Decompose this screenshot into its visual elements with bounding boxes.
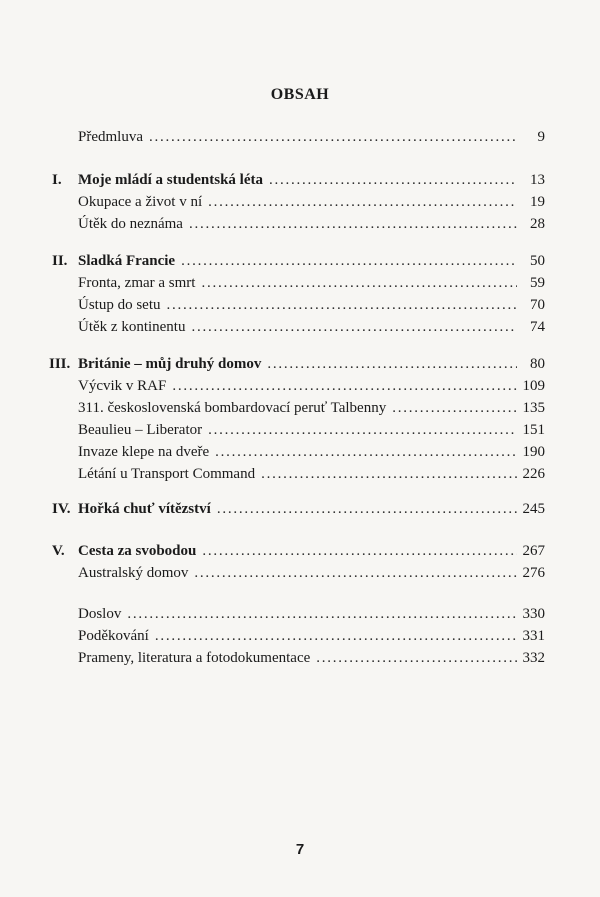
toc-chapter (52, 169, 545, 191)
toc-chapter (52, 250, 545, 272)
toc-entry-label: Británie – můj druhý domov (78, 356, 262, 372)
toc-entry-page: 19 (530, 194, 545, 210)
toc-entry-page: 74 (530, 319, 545, 335)
chapter-number: V. (52, 543, 65, 559)
toc-entry (78, 562, 545, 584)
toc-entry-label: Australský domov (78, 565, 189, 581)
toc-entry-label: Invaze klepe na dveře (78, 444, 210, 460)
toc-entry (78, 191, 545, 213)
toc-entry-label: Okupace a život v ní (78, 194, 203, 210)
toc-entry-label: Ústup do setu (78, 297, 161, 313)
toc-title: OBSAH (270, 86, 330, 103)
dot-leader (181, 250, 517, 272)
dot-leader (202, 540, 516, 562)
toc-entry (78, 126, 545, 148)
dot-leader (217, 498, 517, 520)
dot-leader (261, 463, 516, 485)
toc-entry-label: Útěk do neznáma (78, 216, 183, 232)
toc-entry-page: 28 (530, 216, 545, 232)
dot-leader (269, 169, 517, 191)
toc-entry-label: Beaulieu – Liberator (78, 422, 203, 438)
toc-chapter (52, 498, 545, 520)
toc-entry-page: 330 (522, 606, 545, 622)
toc-entry-label: Útěk z kontinentu (78, 319, 186, 335)
page-number: 7 (295, 841, 305, 858)
toc-entry-label: Cesta za svobodou (78, 543, 197, 559)
toc-entry (78, 419, 545, 441)
dot-leader (167, 294, 518, 316)
dot-leader (316, 647, 516, 669)
dot-leader (194, 562, 516, 584)
toc-entry-page: 332 (522, 650, 545, 666)
dot-leader (155, 625, 517, 647)
toc-entry-label: Prameny, literatura a fotodokumentace (78, 650, 311, 666)
dot-leader (392, 397, 516, 419)
toc-entry-page: 59 (530, 275, 545, 291)
toc-entry-page: 190 (522, 444, 545, 460)
dot-leader (208, 191, 517, 213)
toc-entry (78, 397, 545, 419)
toc-entry-label: Doslov (78, 606, 122, 622)
dot-leader (191, 316, 517, 338)
toc-entry-page: 245 (522, 501, 545, 517)
dot-leader (201, 272, 517, 294)
toc-entry-page: 331 (522, 628, 545, 644)
toc-entry (78, 603, 545, 625)
dot-leader (215, 441, 516, 463)
dot-leader (149, 126, 517, 148)
dot-leader (189, 213, 517, 235)
toc-entry-page: 151 (522, 422, 545, 438)
toc-entry (78, 625, 545, 647)
toc-entry (78, 463, 545, 485)
toc-entry-page: 109 (522, 378, 545, 394)
toc-entry-page: 135 (522, 400, 545, 416)
toc-entry-page: 13 (530, 172, 545, 188)
chapter-number: II. (52, 253, 68, 269)
toc-entry-page: 267 (522, 543, 545, 559)
toc-entry-label: Sladká Francie (78, 253, 176, 269)
toc-entry-label: 311. československá bombardovací peruť Talbenny (78, 400, 387, 416)
toc-entry-label: Výcvik v RAF (78, 378, 167, 394)
toc-entry-page: 9 (537, 129, 545, 145)
toc-entry-label: Poděkování (78, 628, 149, 644)
toc-entry (78, 375, 545, 397)
toc-entry-page: 226 (522, 466, 545, 482)
dot-leader (267, 353, 517, 375)
toc-chapter (52, 540, 545, 562)
toc-entry (78, 647, 545, 669)
toc-entry-page: 70 (530, 297, 545, 313)
toc-entry (78, 272, 545, 294)
toc-entry-page: 276 (522, 565, 545, 581)
toc-entry-page: 80 (530, 356, 545, 372)
toc-entry (78, 441, 545, 463)
chapter-number: III. (49, 356, 71, 372)
chapter-number: I. (52, 172, 62, 188)
chapter-number: IV. (52, 501, 71, 517)
toc-entry-label: Předmluva (78, 129, 143, 145)
toc-chapter (49, 353, 545, 375)
dot-leader (127, 603, 516, 625)
toc-entry (78, 316, 545, 338)
dot-leader (208, 419, 516, 441)
dot-leader (172, 375, 516, 397)
toc-entry-page: 50 (530, 253, 545, 269)
toc-entry-label: Hořká chuť vítězství (78, 501, 211, 517)
toc-entry (78, 294, 545, 316)
toc-entry (78, 213, 545, 235)
toc-entry-label: Moje mládí a studentská léta (78, 172, 263, 188)
toc-entry-label: Létání u Transport Command (78, 466, 256, 482)
toc-entry-label: Fronta, zmar a smrt (78, 275, 196, 291)
